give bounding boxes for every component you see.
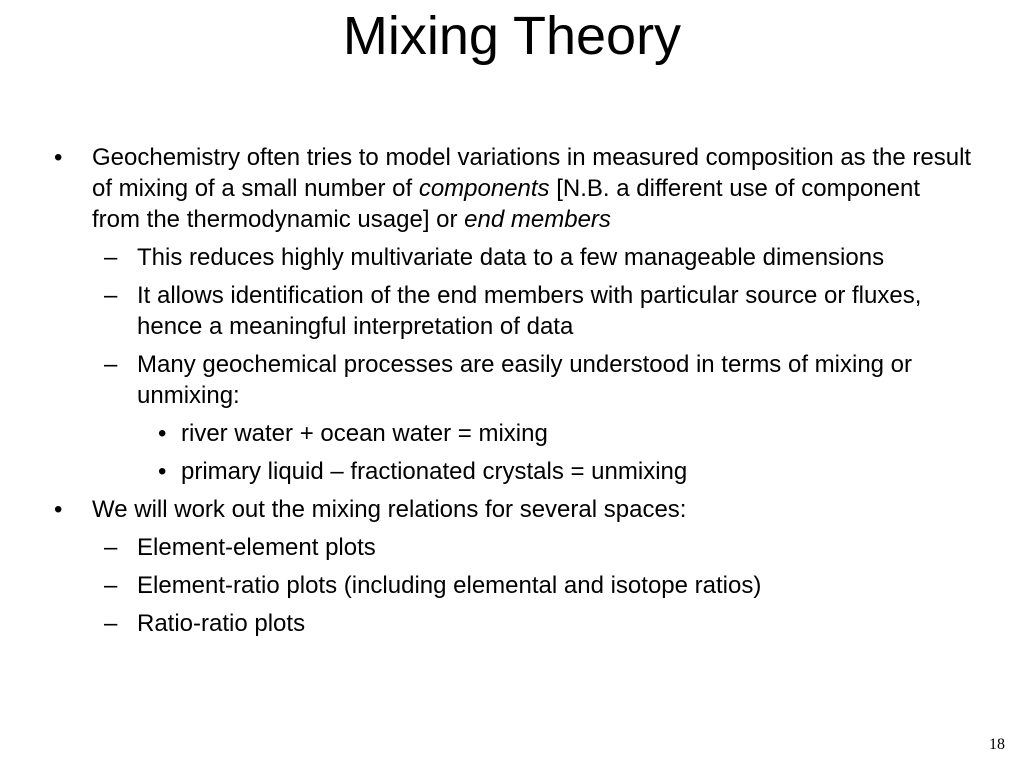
bullet-marker: • <box>158 458 167 485</box>
bullet-text-part: [N.B. a different use of component from the thermodynamic usage] or <box>92 175 921 233</box>
sub-bullet-item <box>0 242 947 273</box>
sub-bullet-item <box>0 349 947 411</box>
sub-bullet-item <box>0 532 947 563</box>
dash-marker: – <box>104 572 118 599</box>
sub-sub-bullet-item <box>0 418 941 449</box>
slide-title: Mixing Theory <box>342 6 682 66</box>
sub-bullet-text: It allows identification of the end members with particular source or fluxes, hence a meaningful interpretation of data <box>137 282 922 340</box>
sub-bullet-item <box>0 570 947 601</box>
sub-bullet-item <box>0 608 947 639</box>
bullet-text: We will work out the mixing relations for several spaces: <box>92 496 687 523</box>
sub-sub-bullet-text: river water + ocean water = mixing <box>181 420 548 447</box>
bullet-item <box>0 142 972 235</box>
sub-bullet-text: This reduces highly multivariate data to a few manageable dimensions <box>137 244 885 271</box>
dash-marker: – <box>104 244 118 271</box>
page-number: 18 <box>989 736 1005 753</box>
sub-sub-bullet-item <box>0 456 941 487</box>
bullet-text-part: Geochemistry often tries to model variations in measured composition as the result of mixing of a small number of <box>92 144 972 202</box>
dash-marker: – <box>104 534 118 561</box>
slide-body <box>0 142 1024 646</box>
sub-bullet-text: Ratio-ratio plots <box>137 610 306 637</box>
bullet-text-italic: components <box>418 175 550 202</box>
sub-bullet-text: Element-element plots <box>137 534 376 561</box>
dash-marker: – <box>104 610 118 637</box>
bullet-item <box>0 494 972 525</box>
sub-bullet-item <box>0 280 947 342</box>
bullet-marker: • <box>54 144 63 171</box>
bullet-marker: • <box>54 496 63 523</box>
sub-bullet-text: Element-ratio plots (including elemental and isotope ratios) <box>137 572 762 599</box>
dash-marker: – <box>104 351 118 378</box>
bullet-marker: • <box>158 420 167 447</box>
dash-marker: – <box>104 282 118 309</box>
sub-sub-bullet-text: primary liquid – fractionated crystals = unmixing <box>181 458 688 485</box>
bullet-text-italic: end members <box>464 206 611 233</box>
bullet-text <box>92 144 971 233</box>
sub-bullet-text: Many geochemical processes are easily understood in terms of mixing or unmixing: <box>137 351 913 409</box>
